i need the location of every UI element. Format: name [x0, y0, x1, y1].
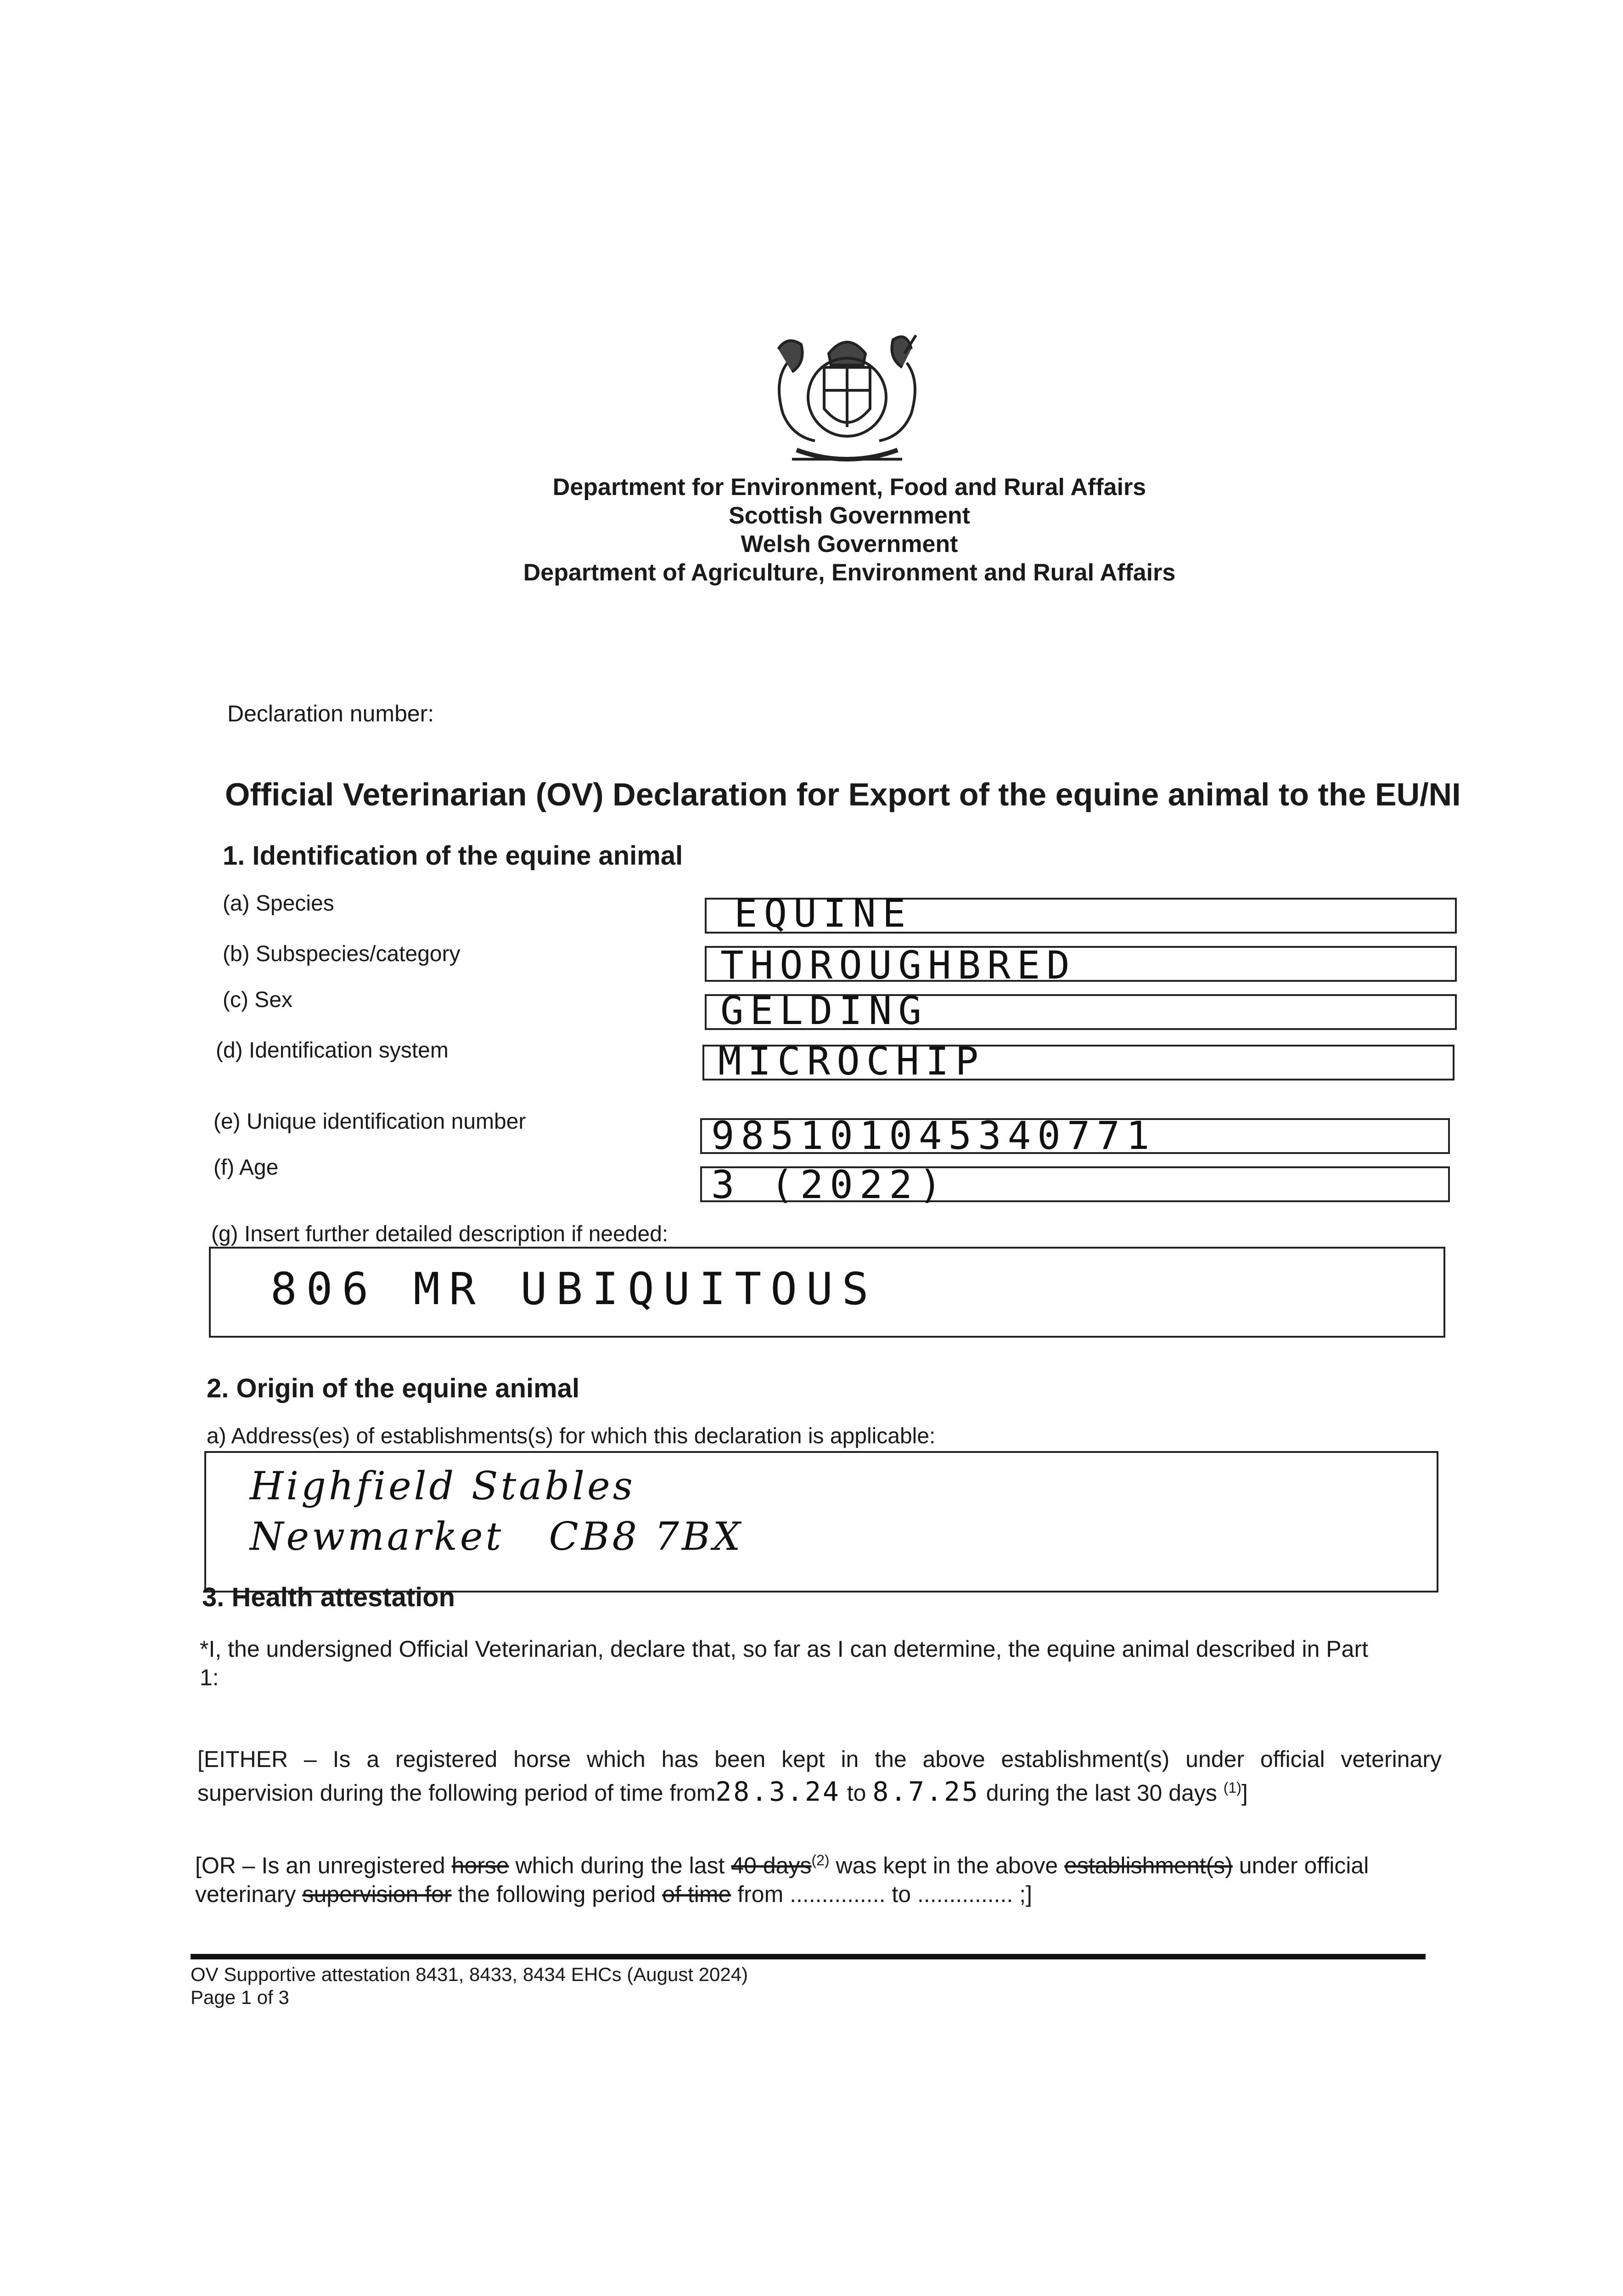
struck-time: of time	[662, 1881, 731, 1907]
either-to-text: to	[847, 1780, 866, 1806]
struck-supervision: supervision for	[302, 1881, 452, 1907]
or-line2-b: the following period	[458, 1881, 656, 1907]
date-from-value: 28.3.24	[715, 1776, 841, 1807]
or-clause	[195, 1846, 1435, 1908]
address-line-1: Highfield Stables	[250, 1463, 635, 1508]
subspecies-value: THOROUGHBRED	[720, 943, 1076, 988]
either-close-bracket: ]	[1241, 1780, 1248, 1806]
either-period-text: during the last 30 days	[986, 1780, 1217, 1806]
footer-attestation-ref: OV Supportive attestation 8431, 8433, 8434 EHCs (August 2024)	[191, 1964, 748, 1985]
struck-establishment: establishment(s)	[1064, 1852, 1233, 1879]
royal-coat-of-arms-icon	[760, 321, 934, 468]
species-value: EQUINE	[734, 891, 912, 936]
date-to-value: 8.7.25	[872, 1776, 980, 1807]
section2-heading: 2. Origin of the equine animal	[207, 1373, 580, 1403]
agency-defra: Department for Environment, Food and Rural Affairs	[552, 474, 1146, 501]
or-line1-b: which during the last	[515, 1852, 725, 1879]
species-field	[705, 891, 1457, 936]
or-line2-a: veterinary	[195, 1881, 296, 1907]
subspecies-label: (b) Subspecies/category	[223, 942, 461, 966]
page-title: Official Veterinarian (OV) Declaration for Export of the equine animal to the EU/NI	[225, 777, 1461, 812]
sex-field	[705, 988, 1457, 1033]
footnote-1: (1)	[1223, 1779, 1241, 1796]
footnote-2: (2)	[811, 1852, 830, 1868]
address-field	[204, 1451, 1438, 1593]
sex-label: (c) Sex	[223, 988, 293, 1012]
or-line2	[195, 1880, 1435, 1908]
agency-list	[413, 473, 1286, 587]
footer-page-number: Page 1 of 3	[191, 1986, 289, 2008]
identification-system-value: MICROCHIP	[718, 1039, 985, 1084]
address-line-2: Newmarket CB8 7BX	[250, 1514, 743, 1559]
uid-field	[700, 1113, 1450, 1158]
attestation-intro	[200, 1635, 1439, 1692]
age-value: 3 (2022)	[711, 1162, 949, 1207]
or-line1-c: was kept in the above	[836, 1852, 1058, 1879]
or-line1	[195, 1846, 1435, 1880]
either-line2-text: supervision during the following period of time from	[197, 1780, 716, 1806]
species-label: (a) Species	[223, 891, 334, 916]
attestation-intro-line2: 1:	[200, 1665, 219, 1690]
address-label: a) Address(es) of establishments(s) for which this declaration is applicable:	[207, 1424, 936, 1448]
subspecies-field	[705, 943, 1457, 988]
uid-label: (e) Unique identification number	[213, 1109, 526, 1134]
footer-rule	[191, 1954, 1426, 1959]
uid-value: 985101045340771	[711, 1113, 1156, 1158]
section3-heading: 3. Health attestation	[202, 1582, 455, 1612]
sex-value: GELDING	[720, 988, 928, 1033]
agency-daera: Department of Agriculture, Environment and Rural Affairs	[523, 559, 1176, 586]
either-clause	[197, 1745, 1442, 1807]
age-field	[700, 1162, 1450, 1207]
description-value: 806 MR UBIQUITOUS	[270, 1263, 878, 1315]
struck-days: 40 days	[731, 1852, 812, 1879]
agency-welsh-government: Welsh Government	[741, 531, 958, 557]
attestation-intro-line1: *I, the undersigned Official Veterinarian, declare that, so far as I can determine, the equine animal described in Part	[200, 1636, 1368, 1662]
or-line2-c: from ............... to ............... ;]	[737, 1881, 1033, 1907]
age-label: (f) Age	[213, 1155, 279, 1180]
declaration-number-label: Declaration number:	[227, 701, 434, 726]
footer	[191, 1963, 748, 2009]
or-line1-a: [OR – Is an unregistered	[195, 1852, 445, 1879]
identification-system-label: (d) Identification system	[216, 1038, 449, 1063]
section1-heading: 1. Identification of the equine animal	[223, 841, 683, 871]
description-field	[209, 1247, 1445, 1338]
identification-system-field	[702, 1039, 1455, 1084]
either-line2	[197, 1773, 1442, 1807]
description-label: (g) Insert further detailed description if needed:	[211, 1222, 668, 1246]
or-line1-d: under official	[1239, 1852, 1369, 1879]
either-line1: [EITHER – Is a registered horse which has been kept in the above establishment(s) under official veterinary	[197, 1746, 1442, 1772]
agency-scottish-government: Scottish Government	[729, 502, 970, 529]
struck-horse: horse	[451, 1852, 509, 1879]
